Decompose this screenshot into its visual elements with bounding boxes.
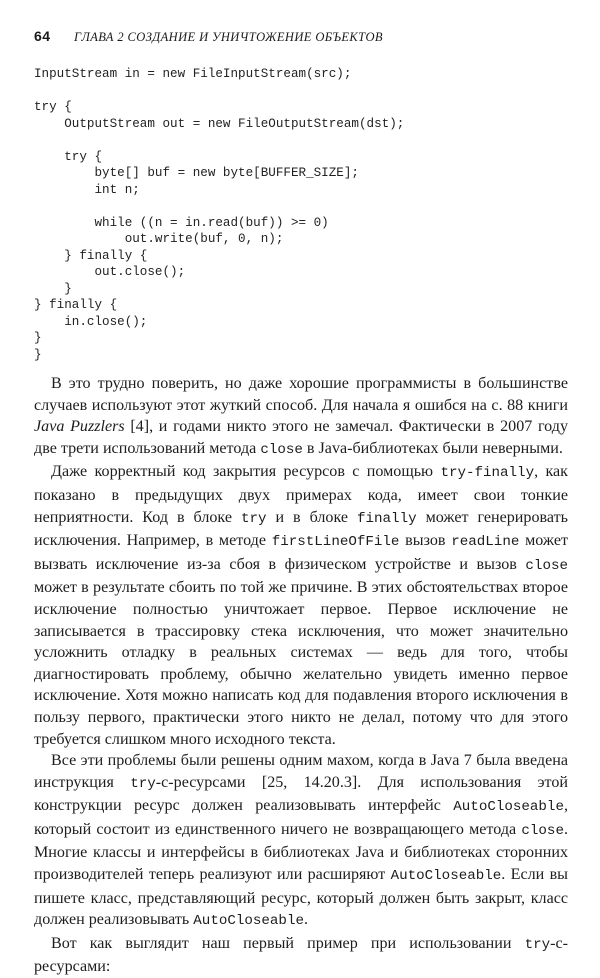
inline-code: firstLineOfFile — [271, 534, 400, 551]
page-header — [34, 28, 570, 52]
inline-code: AutoCloseable — [453, 799, 564, 816]
text-run: Все эти проблемы были решены одним махом, когда в Java 7 была введена инструкция — [34, 752, 568, 791]
inline-code: finally — [357, 510, 417, 527]
running-head: ГЛАВА 2 СОЗДАНИЕ И УНИЧТОЖЕНИЕ ОБЪЕКТОВ — [74, 30, 383, 44]
text-run: Вот как выглядит наш первый пример при использовании — [51, 934, 525, 952]
inline-code: try-finally — [440, 465, 535, 482]
text-run: , который состоит из единственного ничего не возвращающего метода — [34, 797, 568, 838]
code-line: InputStream in = new FileInputStream(src); — [34, 67, 352, 81]
text-run: В это трудно поверить, но даже хорошие программисты в большинстве случаев используют этот жуткий способ. Для начала я ошибся на с. 88 книги — [34, 375, 568, 414]
text-run: -с-ресурсами [25, 14.20.3]. Для использования этой конструкции ресурс должен реализовывать интерфейс — [34, 773, 569, 815]
inline-code: try — [524, 936, 551, 953]
page-number: 64 — [34, 28, 51, 44]
inline-code: readLine — [451, 534, 520, 551]
text-run: и в блоке — [266, 508, 357, 526]
code-line: } finally { — [34, 298, 118, 312]
code-line: } finally { — [34, 248, 148, 263]
body-text — [34, 373, 568, 978]
paragraph — [34, 933, 568, 978]
code-line — [34, 132, 574, 149]
code-line — [34, 83, 574, 100]
code-line: int n; — [34, 182, 140, 197]
code-listing — [34, 66, 574, 363]
text-run: . — [303, 911, 309, 929]
text-run: может вызвать исключение из-за сбоя в физическом устройстве и вызов — [34, 532, 569, 573]
inline-code: close — [521, 822, 564, 839]
code-line: } — [34, 331, 42, 345]
text-run: может в результате сбоить по той же причине. В этих обстоятельствах второе исключение полностью уничтожает первое. Первое исключение не записывается в трассировку стека исключения, что может значительно усложнить отладку в реальных системах — ведь для того, чтобы диагностировать проблему, обычно желательно увидеть именно первое исключение. Хотя можно написать код для подавления второго исключения в пользу первого, практически этого никто не делал, потому что для этого требуется слишком много исходного текста. — [34, 579, 568, 748]
code-line: while ((n = in.read(buf)) >= 0) — [34, 215, 329, 230]
inline-code: AutoCloseable — [390, 868, 502, 885]
code-line: byte[] buf = new byte[BUFFER_SIZE]; — [34, 166, 359, 180]
text-run: вызов — [399, 532, 452, 550]
code-line — [34, 198, 574, 215]
text-run: , как показано в предыдущих двух примерах кода, имеет свои тонкие неприятности. Код в блоке — [34, 463, 568, 526]
code-line: out.close(); — [34, 265, 186, 279]
text-run: [4], и годами никто этого не замечал. Фактически в 2007 году две трети использований метода — [34, 418, 568, 457]
inline-code: AutoCloseable — [193, 913, 304, 930]
text-run: . Если вы пишете класс, представляющий ресурс, который должен быть закрыт, класс должен реализовывать — [34, 866, 568, 929]
inline-code: close — [260, 441, 303, 458]
code-line: out.write(buf, 0, n); — [34, 232, 284, 246]
italic-text: Java Puzzlers — [34, 418, 125, 436]
inline-code: try — [130, 775, 156, 792]
inline-code: close — [525, 557, 568, 574]
inline-code: try — [240, 510, 267, 527]
code-line: in.close(); — [34, 314, 148, 329]
code-line: try { — [34, 100, 72, 114]
code-line: } — [34, 347, 42, 362]
text-run: может генерировать исключения. Например, в методе — [34, 508, 568, 550]
code-line: } — [34, 281, 72, 296]
text-run: Даже корректный код закрытия ресурсов с помощью — [51, 463, 441, 481]
paragraph — [34, 750, 568, 933]
code-line: OutputStream out = new FileOutputStream(dst); — [34, 116, 405, 131]
code-line: try { — [34, 149, 103, 164]
text-run: в Java-библиотеках были неверными. — [302, 439, 563, 457]
text-run: -с-ресурсами: — [34, 934, 568, 976]
paragraph — [34, 373, 568, 461]
text-run: . Многие классы и интерфейсы в библиотеках Java и библиотеках сторонних производителей теперь реализуют или расширяют — [34, 820, 568, 884]
paragraph — [34, 461, 568, 750]
